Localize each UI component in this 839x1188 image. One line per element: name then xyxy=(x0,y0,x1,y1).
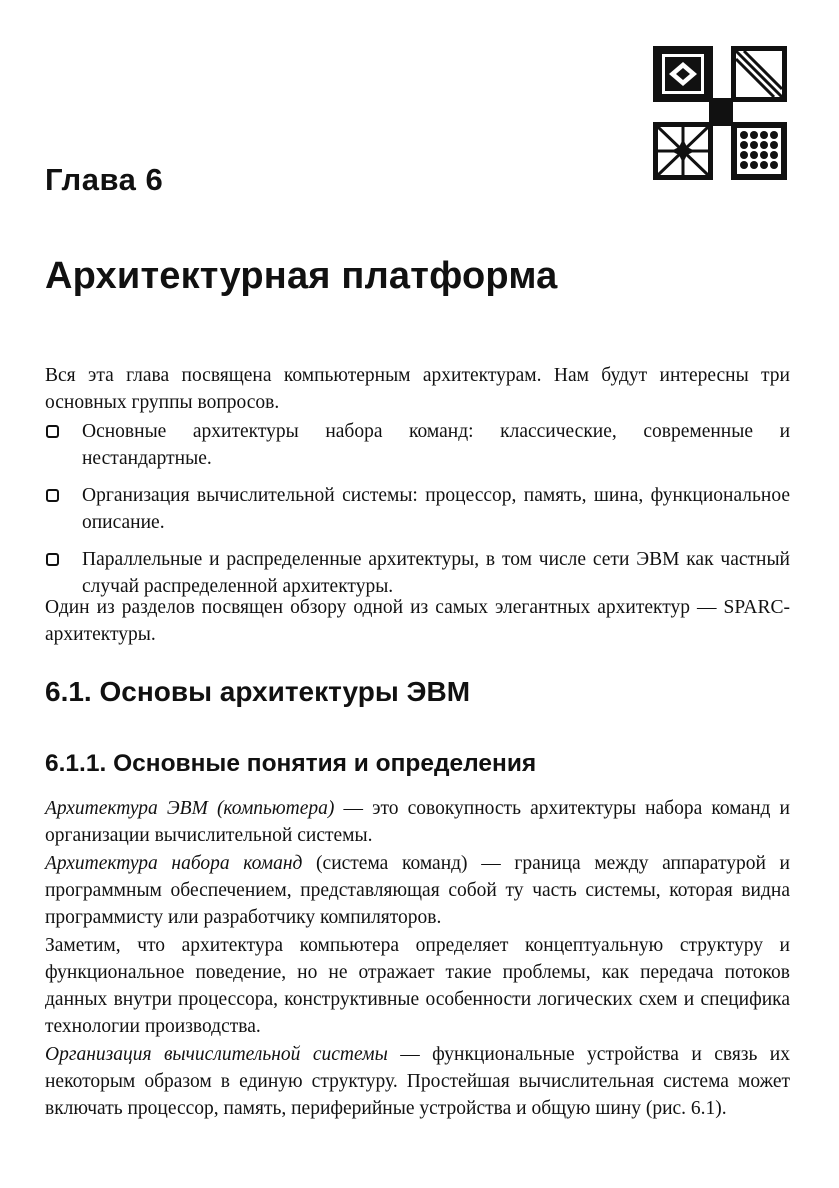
intro-paragraph: Вся эта глава посвящена компьютерным архитектурам. Нам будут интересны три основных группы вопросов. xyxy=(45,365,790,413)
definition-paragraph xyxy=(45,850,790,931)
definition-text: — это совокупность архитектуры набора команд и организации вычислительной системы. xyxy=(45,798,790,846)
definition-text: (система команд) — граница между аппаратурой и программным обеспечением, представляющая собой ту часть системы, которая видна программисту или разработчику компиляторов. xyxy=(45,853,790,928)
subsection-heading: 6.1.1. Основные понятия и определения xyxy=(45,750,537,777)
list-item-text: Параллельные и распределенные архитектуры, в том числе сети ЭВМ как частный случай распределенной архитектуры. xyxy=(82,549,790,597)
list-item xyxy=(45,546,790,600)
checkbox-bullet-icon xyxy=(46,489,59,502)
definition-text: — функциональные устройства и связь их некоторым образом в единую структуру. Простейшая вычислительная система может включать процессор, память, периферийные устройства и общую шину (рис. 6.1). xyxy=(45,1044,790,1119)
defined-term: Архитектура набора команд xyxy=(45,853,303,874)
outro-paragraph: Один из разделов посвящен обзору одной из самых элегантных архитектур — SPARC-архитектуры. xyxy=(45,597,790,645)
defined-term: Организация вычислительной системы xyxy=(45,1044,388,1065)
list-item-text: Основные архитектуры набора команд: классические, современные и нестандартные. xyxy=(82,421,790,469)
list-item xyxy=(45,482,790,536)
remark-paragraph: Заметим, что архитектура компьютера определяет концептуальную структуру и функциональное поведение, но не отражает такие проблемы, как передача потоков данных внутри процессора, конструктивные особенности логических схем и специфика технологии производства. xyxy=(45,935,790,1037)
checkbox-bullet-icon xyxy=(46,425,59,438)
list-item-text: Организация вычислительной системы: процессор, память, шина, функциональное описание. xyxy=(82,485,790,533)
list-item xyxy=(45,418,790,472)
chapter-emblem-icon xyxy=(651,44,789,182)
chapter-title: Архитектурная платформа xyxy=(45,255,558,297)
chapter-number: Глава 6 xyxy=(45,162,164,197)
definition-paragraph xyxy=(45,795,790,849)
checkbox-bullet-icon xyxy=(46,553,59,566)
section-heading: 6.1. Основы архитектуры ЭВМ xyxy=(45,676,471,707)
defined-term: Архитектура ЭВМ (компьютера) xyxy=(45,798,335,819)
topics-list xyxy=(45,418,790,610)
definition-paragraph xyxy=(45,1041,790,1122)
